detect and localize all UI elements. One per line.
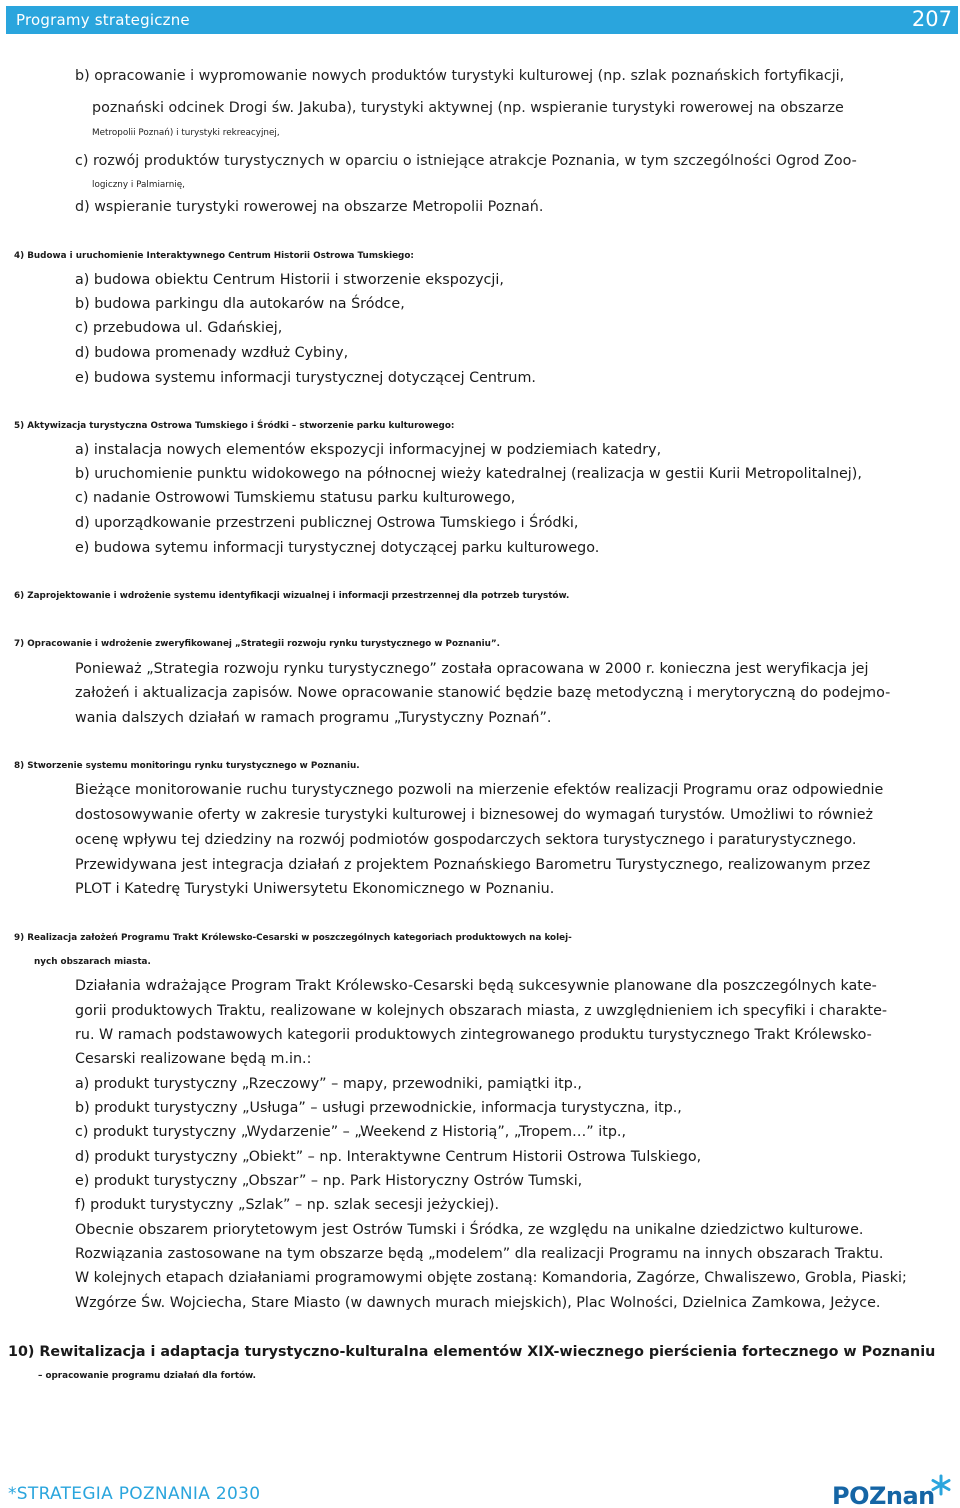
section-9-item-b: b) produkt turystyczny „Usługa” – usługi przewodnickie, informacja turystyczna, itp., <box>75 1100 682 1116</box>
section-9-line3: ru. W ramach podstawowych kategorii produktowych zintegrowanego produktu turystycznego Trakt Królewsko- <box>75 1027 872 1043</box>
section-7-line3: wania dalszych działań w ramach programu „Turystyczny Poznań”. <box>75 710 552 726</box>
poznan-logo <box>832 1474 952 1508</box>
intro-b-line2: poznański odcinek Drogi św. Jakuba), turystyki aktywnej (np. wspieranie turystyki rowerowej na obszarze <box>92 100 844 116</box>
section-9-item-c: c) produkt turystyczny „Wydarzenie” – „Weekend z Historią”, „Tropem…” itp., <box>75 1124 626 1140</box>
section-5-item-e: e) budowa sytemu informacji turystycznej dotyczącej parku kulturowego. <box>75 540 600 556</box>
section-4-item-e: e) budowa systemu informacji turystycznej dotyczącej Centrum. <box>75 370 536 386</box>
section-4-item-a: a) budowa obiektu Centrum Historii i stworzenie ekspozycji, <box>75 272 504 288</box>
header-bar <box>6 6 958 34</box>
section-7-line1: Ponieważ „Strategia rozwoju rynku turystycznego” została opracowana w 2000 r. konieczna jest weryfikacja jej <box>75 661 869 677</box>
section-7-heading: 7) Opracowanie i wdrożenie zweryfikowanej „Strategii rozwoju rynku turystycznego w Poznaniu”. <box>14 639 501 649</box>
section-9-line4: Cesarski realizowane będą m.in.: <box>75 1051 312 1067</box>
section-9-item-f: f) produkt turystyczny „Szlak” – np. szlak secesji jeżyckiej). <box>75 1197 500 1213</box>
section-9-line14: Wzgórze Św. Wojciecha, Stare Miasto (w dawnych murach miejskich), Plac Wolności, Dzielnica Zamkowa, Jeżyce. <box>75 1295 881 1311</box>
section-4-item-b: b) budowa parkingu dla autokarów na Śródce, <box>75 296 405 312</box>
section-8-line2: dostosowywanie oferty w zakresie turystyki kulturowej i biznesowej do wymagań turystów. Umożliwi to również <box>75 807 874 823</box>
section-5-item-b: b) uruchomienie punktu widokowego na północnej wieży katedralnej (realizacja w gestii Kurii Metropolitalnej), <box>75 466 862 482</box>
section-6-heading: 6) Zaprojektowanie i wdrożenie systemu identyfikacji wizualnej i informacji przestrzennej dla potrzeb turystów. <box>14 591 570 601</box>
page-number: 207 <box>911 7 952 31</box>
section-4-item-c: c) przebudowa ul. Gdańskiej, <box>75 320 283 336</box>
section-title: Programy strategiczne <box>16 11 190 29</box>
section-9-line13: W kolejnych etapach działaniami programowymi objęte zostaną: Komandoria, Zagórze, Chwaliszewo, Grobla, Piaski; <box>75 1270 907 1286</box>
section-5-item-c: c) nadanie Ostrowowi Tumskiemu statusu parku kulturowego, <box>75 490 516 506</box>
intro-c-line2: logiczny i Palmiarnię, <box>92 180 185 190</box>
section-9-heading-line2: nych obszarach miasta. <box>34 957 151 967</box>
section-9-line1: Działania wdrażające Program Trakt Królewsko-Cesarski będą sukcesywnie planowane dla poszczególnych kate- <box>75 978 877 994</box>
section-10-heading-line2: – opracowanie programu działań dla fortów. <box>38 1371 257 1381</box>
logo-text: POZnan <box>832 1482 935 1508</box>
section-8-heading: 8) Stworzenie systemu monitoringu rynku turystycznego w Poznaniu. <box>14 761 360 771</box>
section-5-heading: 5) Aktywizacja turystyczna Ostrowa Tumskiego i Śródki – stworzenie parku kulturowego: <box>14 421 455 431</box>
section-9-line12: Rozwiązania zastosowane na tym obszarze będą „modelem” dla realizacji Programu na innych obszarach Traktu. <box>75 1246 884 1262</box>
section-5-item-a: a) instalacja nowych elementów ekspozycji informacyjnej w podziemiach katedry, <box>75 442 662 458</box>
intro-d: d) wspieranie turystyki rowerowej na obszarze Metropolii Poznań. <box>75 199 544 215</box>
section-10-heading-line1: 10) Rewitalizacja i adaptacja turystyczno-kulturalna elementów XIX-wiecznego pierścienia fortecznego w Poznaniu <box>8 1344 936 1360</box>
section-9-item-d: d) produkt turystyczny „Obiekt” – np. Interaktywne Centrum Historii Ostrowa Tulskiego, <box>75 1149 702 1165</box>
section-9-line2: gorii produktowych Traktu, realizowane w kolejnych obszarach miasta, z uwzględnieniem ich specyfiki i charakte- <box>75 1003 888 1019</box>
intro-b-line3: Metropolii Poznań) i turystyki rekreacyjnej, <box>92 128 280 138</box>
star-icon <box>930 1474 952 1496</box>
section-4-item-d: d) budowa promenady wzdłuż Cybiny, <box>75 345 349 361</box>
strategy-footer-label: *STRATEGIA POZNANIA 2030 <box>8 1484 261 1504</box>
intro-b-line1: b) opracowanie i wypromowanie nowych produktów turystyki kulturowej (np. szlak poznańskich fortyfikacji, <box>75 68 845 84</box>
section-5-item-d: d) uporządkowanie przestrzeni publicznej Ostrowa Tumskiego i Śródki, <box>75 515 579 531</box>
section-7-line2: założeń i aktualizacja zapisów. Nowe opracowanie stanowić będzie bazę metodyczną i merytoryczną do podejmo- <box>75 685 891 701</box>
section-8-line3: ocenę wpływu tej dziedziny na rozwój podmiotów gospodarczych sektora turystycznego i paraturystycznego. <box>75 832 857 848</box>
section-8-line5: PLOT i Katedrę Turystyki Uniwersytetu Ekonomicznego w Poznaniu. <box>75 881 555 897</box>
section-9-line11: Obecnie obszarem priorytetowym jest Ostrów Tumski i Śródka, ze względu na unikalne dziedzictwo kulturowe. <box>75 1222 864 1238</box>
section-8-line1: Bieżące monitorowanie ruchu turystycznego pozwoli na mierzenie efektów realizacji Programu oraz odpowiednie <box>75 782 884 798</box>
section-8-line4: Przewidywana jest integracja działań z projektem Poznańskiego Barometru Turystycznego, realizowanym przez <box>75 857 871 873</box>
intro-c-line1: c) rozwój produktów turystycznych w oparciu o istniejące atrakcje Poznania, w tym szczególności Ogrod Zoo- <box>75 153 857 169</box>
section-4-heading: 4) Budowa i uruchomienie Interaktywnego Centrum Historii Ostrowa Tumskiego: <box>14 251 414 261</box>
section-9-item-e: e) produkt turystyczny „Obszar” – np. Park Historyczny Ostrów Tumski, <box>75 1173 583 1189</box>
section-9-heading-line1: 9) Realizacja założeń Programu Trakt Królewsko-Cesarski w poszczególnych kategoriach produktowych na kolej- <box>14 933 572 943</box>
section-9-item-a: a) produkt turystyczny „Rzeczowy” – mapy, przewodniki, pamiątki itp., <box>75 1076 582 1092</box>
